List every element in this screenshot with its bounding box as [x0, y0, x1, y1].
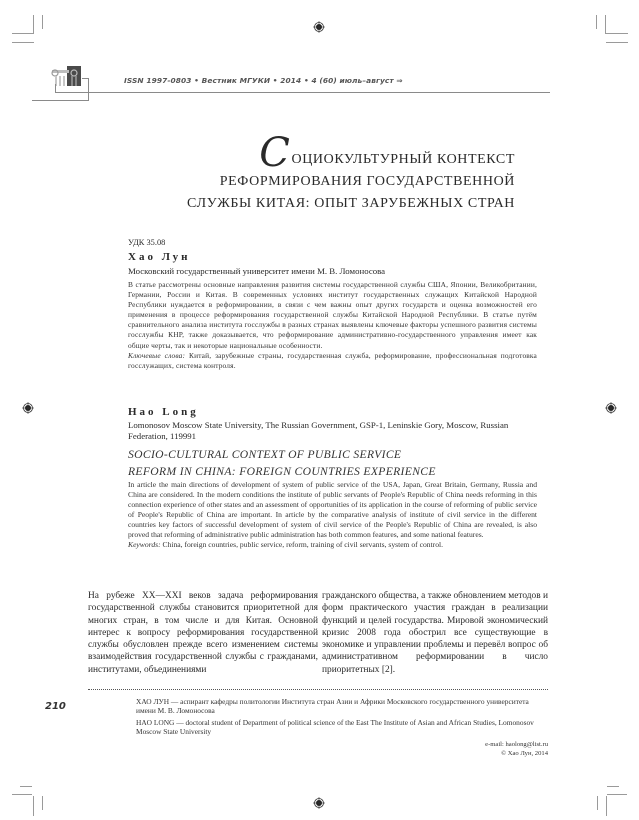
crop-mark [12, 794, 32, 795]
crop-mark [607, 786, 619, 787]
title-en-line: SOCIO-CULTURAL CONTEXT OF PUBLIC SERVICE [128, 448, 402, 461]
body-column-right: гражданского общества, а также обновлением методов и форм практического участия граждан в реализации функций и целей государства. Мировой экономический кризис 2008 года обострил все существующие в экономике и управлении проблемы и перевёл вопрос об административном реформировании в число приоритетных [2]. [322, 591, 548, 675]
crop-mark [33, 15, 34, 34]
title-en-line: REFORM IN CHINA: FOREIGN COUNTRIES EXPERIENCE [128, 464, 436, 478]
running-head: ISSN 1997-0803 • Вестник МГУКИ • 2014 • 4 (60) июль–август ⇒ [124, 76, 403, 85]
keywords-ru-label: Ключевые слова: [128, 350, 186, 360]
abstract-ru [128, 280, 537, 371]
crop-mark [596, 15, 597, 29]
crop-mark [597, 796, 598, 810]
keywords-en: China, foreign countries, public service, reform, training of civil servants, system of control. [160, 540, 443, 549]
crop-mark [42, 15, 43, 29]
header-rule [55, 84, 56, 93]
article-title [187, 130, 515, 215]
body-column-left: На рубеже XX—XXI веков задача реформирования государственной службы становится приоритетной для многих стран, в том числе и для Китая. Основной интерес к вопросу реформирования государственной службы обусловлен прежде всего изменением системы взаимодействия государственной службы с гражданами, институтами, объединениями [88, 591, 318, 675]
crop-mark [12, 42, 34, 43]
header-rule [88, 92, 550, 93]
crop-mark [607, 794, 627, 795]
crop-mark [606, 42, 628, 43]
abstract-ru-text: В статье рассмотрены основные направления развития системы государственной службы США, Японии, Великобритании, Германии, России и Китая. В современных условиях институт государственных служащих Китайской Народной Республики нуждается в реформировании, в связи с чем важны опыт других государств и оценка возможностей его применения в процессе реформирования государственной службы Китайской Народной Республики. В статье путём сравнительного анализа института госслужбы в разных странах выявлены ключевые факторы успешного развития системы госслужбы КНР, также доказывается, что реформирование административно-государственного управления имеет как общие черты, так и некоторые национальные особенности. [128, 280, 537, 350]
crop-mark [20, 786, 32, 787]
registration-mark-icon [313, 797, 325, 809]
title-line: СЛУЖБЫ КИТАЯ: ОПЫТ ЗАРУБЕЖНЫХ СТРАН [187, 196, 515, 211]
title-line: РЕФОРМИРОВАНИЯ ГОСУДАРСТВЕННОЙ [219, 174, 515, 189]
author-note-ru: ХАО ЛУН — аспирант кафедры политологии Института стран Азии и Африки Московского государственного университета имени М. В. Ломоносова [136, 697, 529, 715]
copyright: © Хао Лун, 2014 [501, 750, 548, 757]
author-name-en: Hao Long [128, 406, 199, 418]
registration-mark-icon [605, 402, 617, 414]
crop-mark [606, 796, 607, 816]
author-name-ru: Хао Лун [128, 251, 191, 263]
header-rule [55, 92, 88, 93]
affiliation-ru: Московский государственный университет имени М. В. Ломоносова [128, 266, 386, 276]
abstract-en [128, 480, 537, 550]
abstract-en-text: In article the main directions of development of system of public service of the USA, Japan, Great Britain, Germany, Russia and China are considered. In the modern conditions the institute of public servants of People's Republic of China needs reforming in this connection experience of other states and an assessment of opportunities of its application in the course of reforming of public service of People's Republic of China are important. In article by the comparative analysis of institute of civil service in the different countries key factors of successful development of system of civil service of the People's Republic of China are revealed, is also proved that reforming of administrative public administration has both common features, and some national features. [128, 480, 537, 539]
title-dropcap: С [259, 130, 291, 176]
header-rule [88, 78, 89, 101]
page-number: 210 [45, 701, 66, 712]
registration-mark-icon [22, 402, 34, 414]
udk-code: УДК 35.08 [128, 238, 166, 247]
title-line: ОЦИОКУЛЬТУРНЫЙ КОНТЕКСТ [291, 152, 515, 167]
keywords-ru: Китай, зарубежные страны, государственная служба, реформирование, профессиональная подготовка госслужащих, система контроля. [128, 350, 537, 370]
crop-mark [606, 33, 628, 34]
keywords-en-label: Keywords: [128, 540, 161, 549]
article-title-en [128, 447, 436, 480]
author-note-en: HAO LONG — doctoral student of Department of political science of the East The Institute of Asian and African Studies, Lomonosov Moscow State University [136, 718, 534, 736]
header-rule [32, 100, 89, 101]
author-email: e-mail: haolong@list.ru [485, 741, 548, 748]
affiliation-en: Lomonosov Moscow State University, The Russian Government, GSP-1, Leninskie Gory, Moscow, Russian Federation, 119991 [128, 420, 509, 441]
crop-mark [12, 33, 34, 34]
header-rule [82, 78, 89, 79]
crop-mark [33, 796, 34, 816]
footnote-separator [88, 689, 548, 690]
crop-mark [605, 15, 606, 34]
crop-mark [42, 796, 43, 810]
registration-mark-icon [313, 21, 325, 33]
